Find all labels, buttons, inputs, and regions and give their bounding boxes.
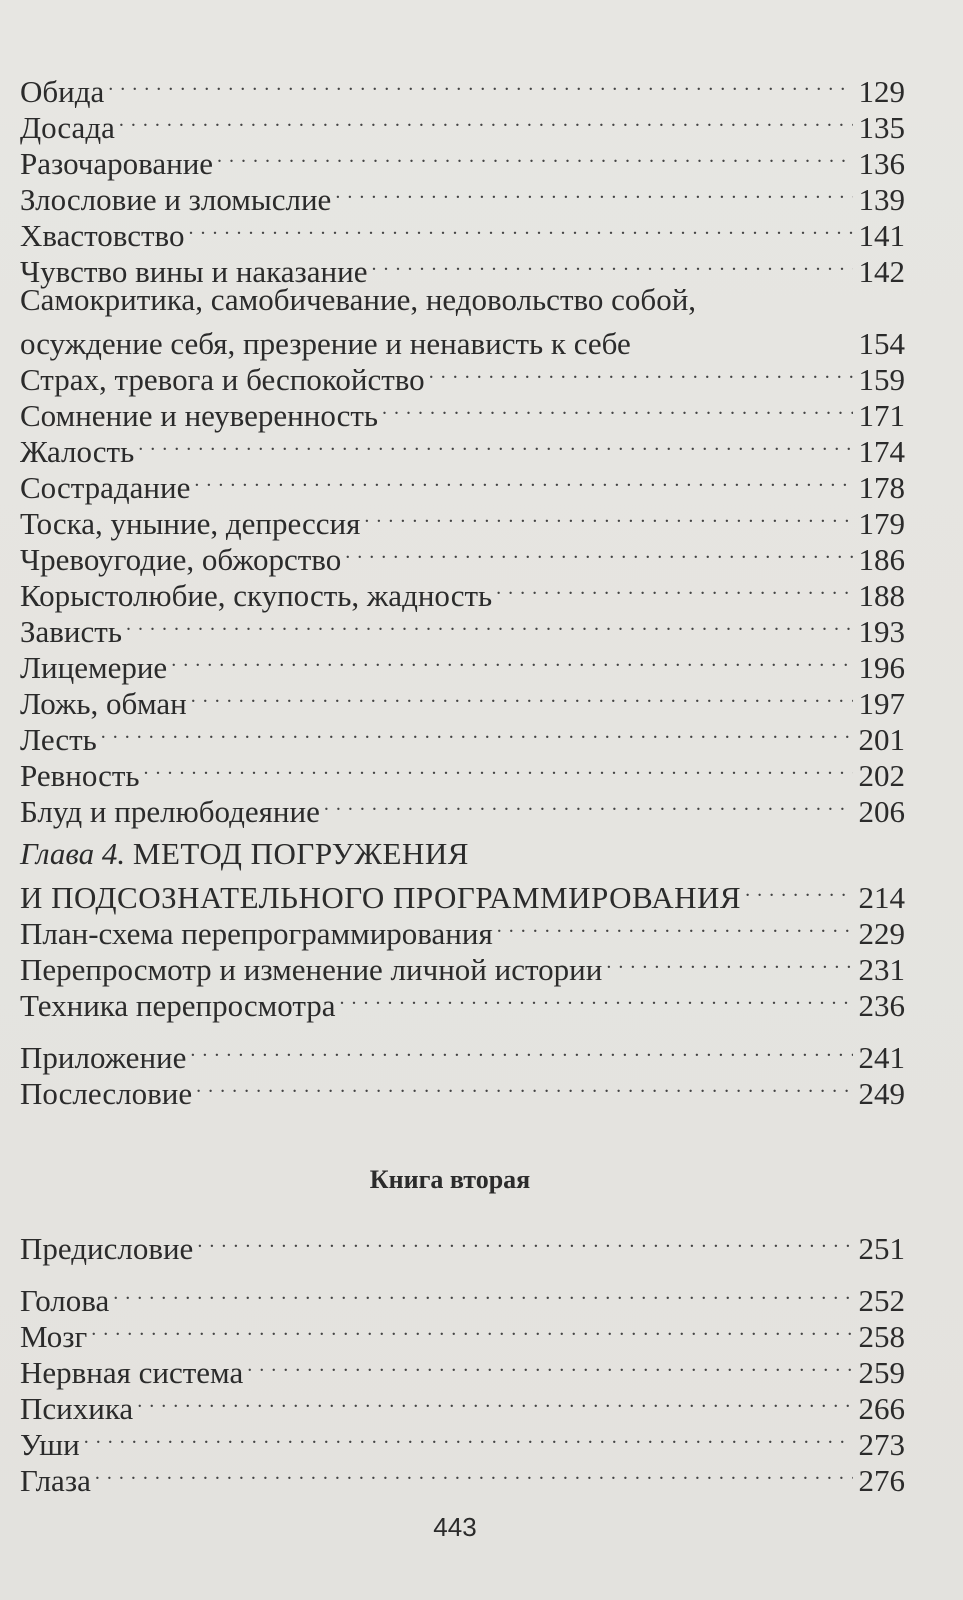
dot-leader <box>191 678 853 714</box>
toc-entry <box>20 714 905 757</box>
toc-entry-page: 236 <box>858 988 905 1023</box>
toc-entry-title: План-схема перепрограммирования <box>20 916 493 951</box>
toc-entry <box>20 102 905 145</box>
toc-entry-page: 252 <box>858 1283 905 1318</box>
dot-leader <box>324 786 853 822</box>
dot-leader <box>113 1275 852 1311</box>
dot-leader <box>340 980 853 1016</box>
dot-leader <box>429 354 853 390</box>
toc-entry-page: 202 <box>858 758 905 793</box>
toc-entry <box>20 1311 905 1354</box>
toc-entry-title: Голова <box>20 1283 110 1318</box>
toc-entry-title: Ложь, обман <box>20 686 187 721</box>
toc-entry-page: 196 <box>858 650 905 685</box>
toc-entry-title: Техника перепросмотра <box>20 988 336 1023</box>
toc-entry <box>20 786 905 829</box>
dot-leader <box>496 570 852 606</box>
toc-entry-title: Хвастовство <box>20 218 185 253</box>
toc-entry-title: Тоска, уныние, депрессия <box>20 506 361 541</box>
toc-entry-page: 186 <box>858 542 905 577</box>
toc-entry-title: Зависть <box>20 614 122 649</box>
toc-entry-page: 231 <box>858 952 905 987</box>
toc-entry-page: 276 <box>858 1463 905 1498</box>
toc-entry-title: Нервная система <box>20 1355 244 1390</box>
toc-entry-page: 241 <box>858 1040 905 1075</box>
toc-entry-title: Лицемерие <box>20 650 168 685</box>
toc-entry-page: 197 <box>858 686 905 721</box>
dot-leader <box>108 66 852 102</box>
toc-entry-title: Глаза <box>20 1463 91 1498</box>
toc-entry <box>20 1383 905 1426</box>
dot-leader <box>382 390 852 426</box>
toc-entry-title: Досада <box>20 110 115 145</box>
toc-entry-page: 171 <box>858 398 905 433</box>
toc-entry <box>20 1223 905 1266</box>
dot-leader <box>197 1223 852 1259</box>
toc-entry-title: Сомнение и неуверенность <box>20 398 379 433</box>
toc-entry <box>20 1032 905 1075</box>
toc-entry-title: Злословие и зломыслие <box>20 182 332 217</box>
toc-entry-page: 179 <box>858 506 905 541</box>
toc-entry-page: 129 <box>858 74 905 109</box>
dot-leader <box>126 606 853 642</box>
toc-entry <box>20 1455 905 1498</box>
toc-entry-title: Обида <box>20 74 105 109</box>
dot-leader <box>335 174 852 210</box>
dot-leader <box>371 246 852 282</box>
table-of-contents-book-two <box>20 1223 905 1498</box>
dot-leader <box>364 498 852 534</box>
dot-leader <box>217 138 852 174</box>
dot-leader <box>635 318 853 354</box>
toc-entry-title: Уши <box>20 1427 80 1462</box>
chapter-page: 214 <box>858 880 905 915</box>
dot-leader <box>84 1419 853 1455</box>
toc-entry-title: Жалость <box>20 434 135 469</box>
dot-leader <box>247 1347 852 1383</box>
toc-entry-title-line2: осуждение себя, презрение и ненависть к себе <box>20 326 631 361</box>
toc-entry-page: 201 <box>858 722 905 757</box>
chapter-title-line1: МЕТОД ПОГРУЖЕНИЯ <box>132 836 469 871</box>
toc-entry-page: 154 <box>858 326 905 361</box>
chapter-label: Глава 4. <box>20 836 126 871</box>
toc-entry-title: Предисловие <box>20 1231 194 1266</box>
toc-entry-page: 273 <box>858 1427 905 1462</box>
toc-entry <box>20 426 905 469</box>
toc-entry-page: 159 <box>858 362 905 397</box>
toc-entry-title: Блуд и прелюбодеяние <box>20 794 320 829</box>
toc-entry-title-line1: Самокритика, самобичевание, недовольство собой, <box>20 282 697 317</box>
toc-entry-title: Психика <box>20 1391 134 1426</box>
toc-entry <box>20 1419 905 1462</box>
toc-entry-page: 258 <box>858 1319 905 1354</box>
toc-entry-page: 141 <box>858 218 905 253</box>
dot-leader <box>171 642 852 678</box>
toc-entry-page: 193 <box>858 614 905 649</box>
toc-entry-title: Приложение <box>20 1040 187 1075</box>
toc-entry-title: Сострадание <box>20 470 191 505</box>
chapter-heading <box>20 836 905 915</box>
table-of-contents <box>20 66 905 1111</box>
toc-entry-title: Послесловие <box>20 1076 193 1111</box>
dot-leader <box>345 534 852 570</box>
dot-leader <box>144 750 853 786</box>
toc-entry <box>20 1275 905 1318</box>
toc-entry-title: Мозг <box>20 1319 88 1354</box>
toc-entry <box>20 606 905 649</box>
toc-entry-multiline <box>20 282 905 361</box>
dot-leader <box>101 714 853 750</box>
toc-entry-page: 135 <box>858 110 905 145</box>
toc-entry-page: 266 <box>858 1391 905 1426</box>
toc-entry-title: Ревность <box>20 758 140 793</box>
toc-entry-page: 174 <box>858 434 905 469</box>
dot-leader <box>606 944 852 980</box>
dot-leader <box>138 426 852 462</box>
toc-entry-page: 249 <box>858 1076 905 1111</box>
dot-leader <box>196 1068 852 1104</box>
dot-leader <box>190 1032 852 1068</box>
toc-entry-title: Перепросмотр и изменение личной истории <box>20 952 603 987</box>
chapter-title-line2: И ПОДСОЗНАТЕЛЬНОГО ПРОГРАММИРОВАНИЯ <box>20 880 742 915</box>
toc-entry <box>20 642 905 685</box>
dot-leader <box>119 102 853 138</box>
toc-entry-page: 206 <box>858 794 905 829</box>
toc-entry-page: 178 <box>858 470 905 505</box>
dot-leader <box>745 872 852 908</box>
dot-leader <box>91 1311 852 1347</box>
toc-entry-page: 139 <box>858 182 905 217</box>
toc-entry <box>20 462 905 505</box>
toc-entry-title: Корыстолюбие, скупость, жадность <box>20 578 493 613</box>
toc-entry-page: 188 <box>858 578 905 613</box>
book-two-heading: Книга вторая <box>369 1165 531 1194</box>
toc-entry <box>20 66 905 109</box>
toc-entry-title: Чревоугодие, обжорство <box>20 542 342 577</box>
toc-entry <box>20 138 905 181</box>
page-number: 443 <box>433 1512 477 1542</box>
dot-leader <box>188 210 852 246</box>
toc-entry-page: 136 <box>858 146 905 181</box>
toc-entry-page: 259 <box>858 1355 905 1390</box>
toc-entry-page: 229 <box>858 916 905 951</box>
toc-entry <box>20 750 905 793</box>
dot-leader <box>497 908 853 944</box>
dot-leader <box>194 462 852 498</box>
toc-entry-title: Лесть <box>20 722 97 757</box>
toc-entry-title: Страх, тревога и беспокойство <box>20 362 425 397</box>
dot-leader <box>95 1455 853 1491</box>
toc-entry-title: Чувство вины и наказание <box>20 254 368 289</box>
toc-entry-title: Разочарование <box>20 146 214 181</box>
dot-leader <box>137 1383 852 1419</box>
toc-entry <box>20 1347 905 1390</box>
toc-entry-page: 142 <box>858 254 905 289</box>
toc-entry-page: 251 <box>858 1231 905 1266</box>
